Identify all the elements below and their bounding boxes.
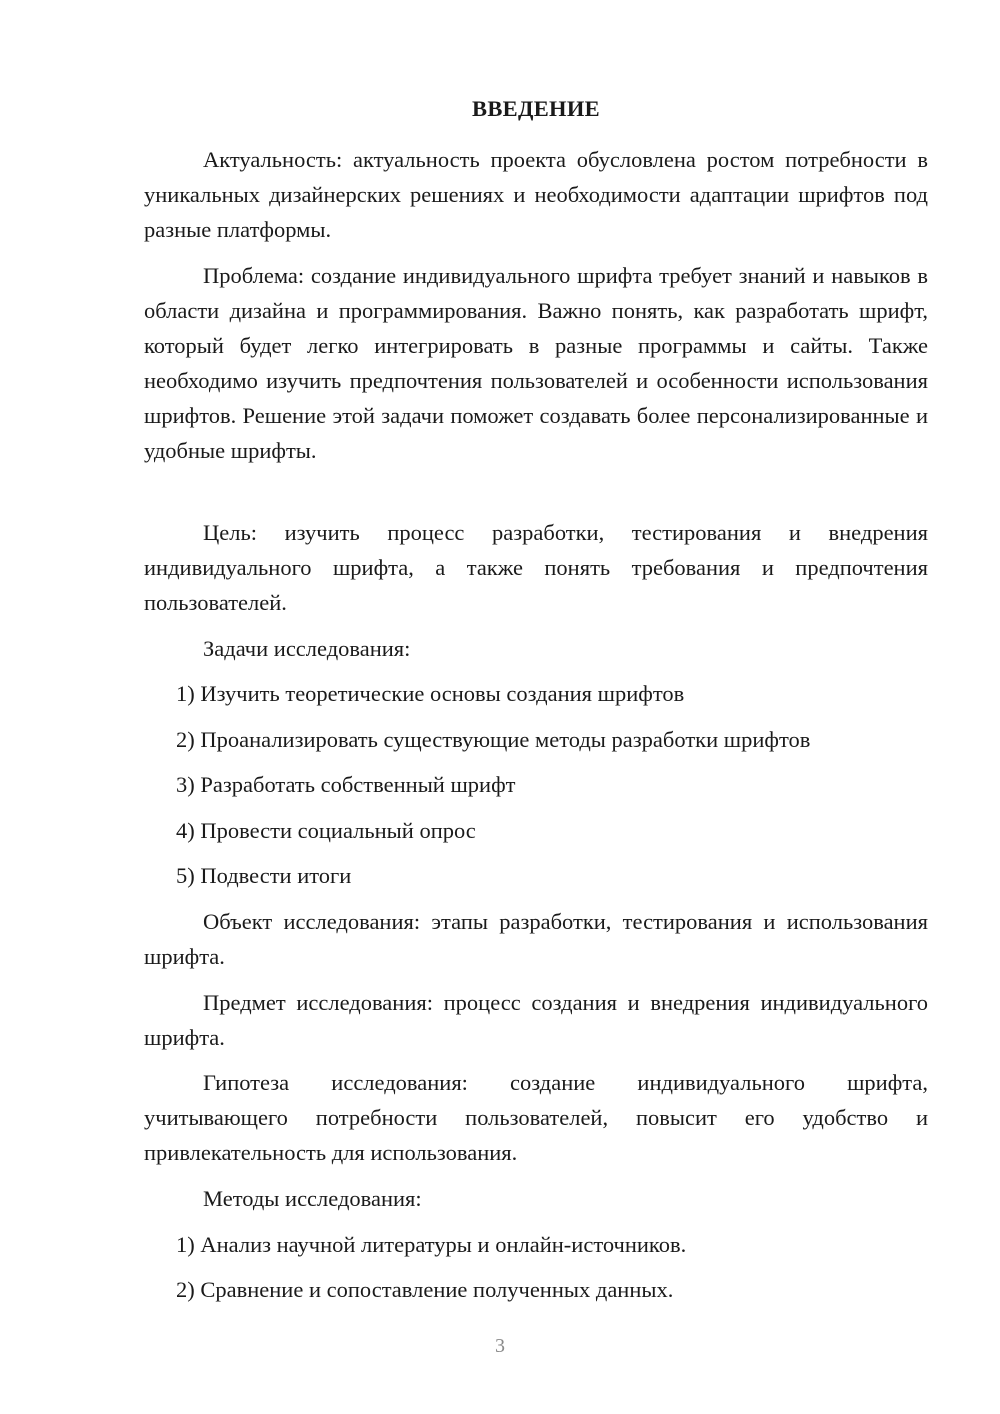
problem-paragraph: Проблема: создание индивидуального шрифта требует знаний и навыков в области дизайна и программирования. Важно понять, как разработать шрифт, который будет легко интегрировать в разные программы и сайты. Также необходимо изучить предпочтения пользователей и особенности использования шрифтов. Решение этой задачи поможет создавать более персонализированные и удобные шрифты. [144, 263, 928, 463]
page-title: ВВЕДЕНИЕ [472, 96, 600, 121]
task-item: 2) Проанализировать существующие методы разработки шрифтов [176, 727, 811, 752]
relevance-paragraph: Актуальность: актуальность проекта обусловлена ростом потребности в уникальных дизайнерских решениях и необходимости адаптации шрифтов под разные платформы. [144, 147, 928, 242]
subject-paragraph: Предмет исследования: процесс создания и внедрения индивидуального шрифта. [144, 990, 928, 1050]
hypothesis-paragraph: Гипотеза исследования: создание индивидуального шрифта, учитывающего потребности пользователей, повысит его удобство и привлекательность для использования. [144, 1070, 928, 1165]
page-number: 3 [495, 1335, 505, 1357]
tasks-heading: Задачи исследования: [203, 636, 411, 661]
task-item: 3) Разработать собственный шрифт [176, 772, 516, 797]
task-item: 4) Провести социальный опрос [176, 818, 476, 843]
task-item: 5) Подвести итоги [176, 863, 352, 888]
method-item: 2) Сравнение и сопоставление полученных данных. [176, 1277, 674, 1302]
task-item: 1) Изучить теоретические основы создания шрифтов [176, 681, 685, 706]
goal-paragraph: Цель: изучить процесс разработки, тестирования и внедрения индивидуального шрифта, а также понять требования и предпочтения пользователей. [144, 520, 928, 615]
object-paragraph: Объект исследования: этапы разработки, тестирования и использования шрифта. [144, 909, 928, 969]
method-item: 1) Анализ научной литературы и онлайн-источников. [176, 1232, 687, 1257]
methods-heading: Методы исследования: [203, 1186, 422, 1211]
